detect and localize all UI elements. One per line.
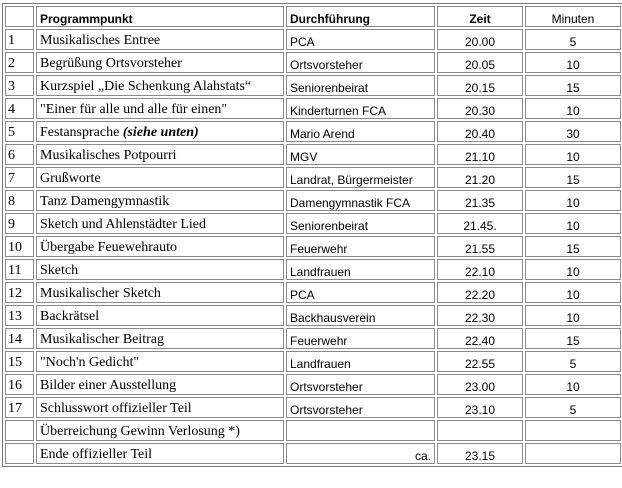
zeit-cell: 20.05 xyxy=(437,52,523,73)
programmpunkt-cell xyxy=(36,259,284,280)
row-number: 10 xyxy=(5,236,34,257)
header-zeit: Zeit xyxy=(437,6,523,27)
minuten-cell: 5 xyxy=(525,351,621,372)
durchfuehrung-cell: Seniorenbeirat xyxy=(286,75,435,96)
table-row xyxy=(5,397,621,418)
programmpunkt-cell xyxy=(36,29,284,50)
zeit-cell: 22.20 xyxy=(437,282,523,303)
programmpunkt-cell xyxy=(36,443,284,464)
zeit-cell: 23.15 xyxy=(437,443,523,464)
programmpunkt-text: Ende offizieller Teil xyxy=(40,447,153,462)
row-number: 9 xyxy=(5,213,34,234)
table-row xyxy=(5,259,621,280)
table-row xyxy=(5,420,621,441)
row-number: 16 xyxy=(5,374,34,395)
programmpunkt-cell xyxy=(36,397,284,418)
header-minuten: Minuten xyxy=(525,6,621,27)
table-row xyxy=(5,75,621,96)
row-number: 13 xyxy=(5,305,34,326)
header-durchfuehrung: Durchführung xyxy=(286,6,435,27)
programmpunkt-text: Kurzspiel „Die Schenkung Alahstats“ xyxy=(40,79,252,94)
table-row xyxy=(5,282,621,303)
table-row xyxy=(5,443,621,464)
minuten-cell: 10 xyxy=(525,305,621,326)
minuten-cell: 10 xyxy=(525,144,621,165)
table-row xyxy=(5,328,621,349)
programmpunkt-text: Begrüßung Ortsvorsteher xyxy=(40,56,182,71)
row-number: 1 xyxy=(5,29,34,50)
programmpunkt-cell xyxy=(36,420,284,441)
minuten-cell xyxy=(525,443,621,464)
table-row xyxy=(5,213,621,234)
minuten-cell: 10 xyxy=(525,98,621,119)
minuten-cell: 5 xyxy=(525,29,621,50)
programmpunkt-text: Übergabe Feuewehrauto xyxy=(40,240,177,255)
programmpunkt-text: Tanz Damengymnastik xyxy=(40,194,170,209)
programmpunkt-text: Festansprache xyxy=(40,125,123,140)
programmpunkt-cell xyxy=(36,282,284,303)
zeit-cell: 21.55 xyxy=(437,236,523,257)
programmpunkt-text: "Einer für alle und alle für einen" xyxy=(40,102,228,117)
programmpunkt-cell xyxy=(36,98,284,119)
programmpunkt-text: Musikalisches Entree xyxy=(40,33,161,48)
row-number: 3 xyxy=(5,75,34,96)
minuten-cell: 10 xyxy=(525,213,621,234)
row-number xyxy=(5,420,34,441)
row-number: 5 xyxy=(5,121,34,142)
durchfuehrung-cell: Feuerwehr xyxy=(286,236,435,257)
programmpunkt-text: Musikalischer Beitrag xyxy=(40,332,165,347)
minuten-cell xyxy=(525,420,621,441)
minuten-cell: 15 xyxy=(525,75,621,96)
minuten-cell: 15 xyxy=(525,328,621,349)
minuten-cell: 30 xyxy=(525,121,621,142)
durchfuehrung-cell: Landfrauen xyxy=(286,351,435,372)
row-number xyxy=(5,443,34,464)
row-number: 6 xyxy=(5,144,34,165)
programmpunkt-cell xyxy=(36,75,284,96)
zeit-cell: 22.40 xyxy=(437,328,523,349)
durchfuehrung-cell xyxy=(286,443,435,464)
zeit-cell: 21.35 xyxy=(437,190,523,211)
programmpunkt-text: Musikalisches Potpourri xyxy=(40,148,177,163)
minuten-cell: 10 xyxy=(525,282,621,303)
zeit-cell: 22.30 xyxy=(437,305,523,326)
circa-label: ca. xyxy=(414,449,431,463)
programmpunkt-note: (siehe unten) xyxy=(122,125,199,140)
zeit-cell: 23.10 xyxy=(437,397,523,418)
row-number: 4 xyxy=(5,98,34,119)
table-row xyxy=(5,167,621,188)
programmpunkt-cell xyxy=(36,52,284,73)
durchfuehrung-cell: Ortsvorsteher xyxy=(286,374,435,395)
table-row xyxy=(5,190,621,211)
programmpunkt-cell xyxy=(36,190,284,211)
minuten-cell: 5 xyxy=(525,397,621,418)
durchfuehrung-cell: PCA xyxy=(286,282,435,303)
table-row xyxy=(5,305,621,326)
durchfuehrung-cell: Seniorenbeirat xyxy=(286,213,435,234)
programmpunkt-text: Sketch xyxy=(40,263,79,278)
row-number: 8 xyxy=(5,190,34,211)
row-number: 17 xyxy=(5,397,34,418)
table-row xyxy=(5,52,621,73)
durchfuehrung-cell: Mario Arend xyxy=(286,121,435,142)
zeit-cell: 20.30 xyxy=(437,98,523,119)
programmpunkt-text: Sketch und Ahlenstädter Lied xyxy=(40,217,207,232)
durchfuehrung-cell: Kinderturnen FCA xyxy=(286,98,435,119)
durchfuehrung-cell: Feuerwehr xyxy=(286,328,435,349)
programmpunkt-text: Schlusswort offizieller Teil xyxy=(40,401,192,416)
programmpunkt-text: "Noch'n Gedicht" xyxy=(40,355,140,370)
header-row xyxy=(5,6,621,27)
durchfuehrung-cell: Backhausverein xyxy=(286,305,435,326)
programmpunkt-cell xyxy=(36,213,284,234)
programmpunkt-cell xyxy=(36,374,284,395)
minuten-cell: 15 xyxy=(525,236,621,257)
table-row xyxy=(5,351,621,372)
program-table xyxy=(2,3,622,467)
programmpunkt-text: Bilder einer Ausstellung xyxy=(40,378,177,393)
zeit-cell xyxy=(437,420,523,441)
zeit-cell: 21.45. xyxy=(437,213,523,234)
durchfuehrung-cell: Landfrauen xyxy=(286,259,435,280)
zeit-cell: 20.00 xyxy=(437,29,523,50)
header-nr xyxy=(5,6,34,27)
table-row xyxy=(5,121,621,142)
programmpunkt-text: Backrätsel xyxy=(40,309,100,324)
durchfuehrung-cell: Landrat, Bürgermeister xyxy=(286,167,435,188)
header-programmpunkt: Programmpunkt xyxy=(36,6,284,27)
durchfuehrung-cell: Damengymnastik FCA xyxy=(286,190,435,211)
row-number: 11 xyxy=(5,259,34,280)
programmpunkt-cell xyxy=(36,121,284,142)
durchfuehrung-cell: Ortsvorsteher xyxy=(286,52,435,73)
durchfuehrung-cell: Ortsvorsteher xyxy=(286,397,435,418)
zeit-cell: 21.10 xyxy=(437,144,523,165)
table-row xyxy=(5,236,621,257)
programmpunkt-cell xyxy=(36,236,284,257)
programmpunkt-text: Musikalischer Sketch xyxy=(40,286,161,301)
programmpunkt-cell xyxy=(36,305,284,326)
zeit-cell: 22.55 xyxy=(437,351,523,372)
durchfuehrung-cell xyxy=(286,420,435,441)
row-number: 2 xyxy=(5,52,34,73)
table-row xyxy=(5,374,621,395)
table-row xyxy=(5,144,621,165)
row-number: 15 xyxy=(5,351,34,372)
durchfuehrung-cell: PCA xyxy=(286,29,435,50)
minuten-cell: 10 xyxy=(525,52,621,73)
zeit-cell: 20.40 xyxy=(437,121,523,142)
row-number: 7 xyxy=(5,167,34,188)
programmpunkt-cell xyxy=(36,351,284,372)
zeit-cell: 21.20 xyxy=(437,167,523,188)
minuten-cell: 10 xyxy=(525,190,621,211)
zeit-cell: 22.10 xyxy=(437,259,523,280)
minuten-cell: 15 xyxy=(525,167,621,188)
programmpunkt-cell xyxy=(36,328,284,349)
programmpunkt-text: Grußworte xyxy=(40,171,101,186)
zeit-cell: 23.00 xyxy=(437,374,523,395)
row-number: 12 xyxy=(5,282,34,303)
minuten-cell: 10 xyxy=(525,374,621,395)
programmpunkt-cell xyxy=(36,167,284,188)
zeit-cell: 20.15 xyxy=(437,75,523,96)
minuten-cell: 10 xyxy=(525,259,621,280)
table-row xyxy=(5,98,621,119)
row-number: 14 xyxy=(5,328,34,349)
table-row xyxy=(5,29,621,50)
durchfuehrung-cell: MGV xyxy=(286,144,435,165)
programmpunkt-text: Überreichung Gewinn Verlosung *) xyxy=(40,424,240,439)
programmpunkt-cell xyxy=(36,144,284,165)
